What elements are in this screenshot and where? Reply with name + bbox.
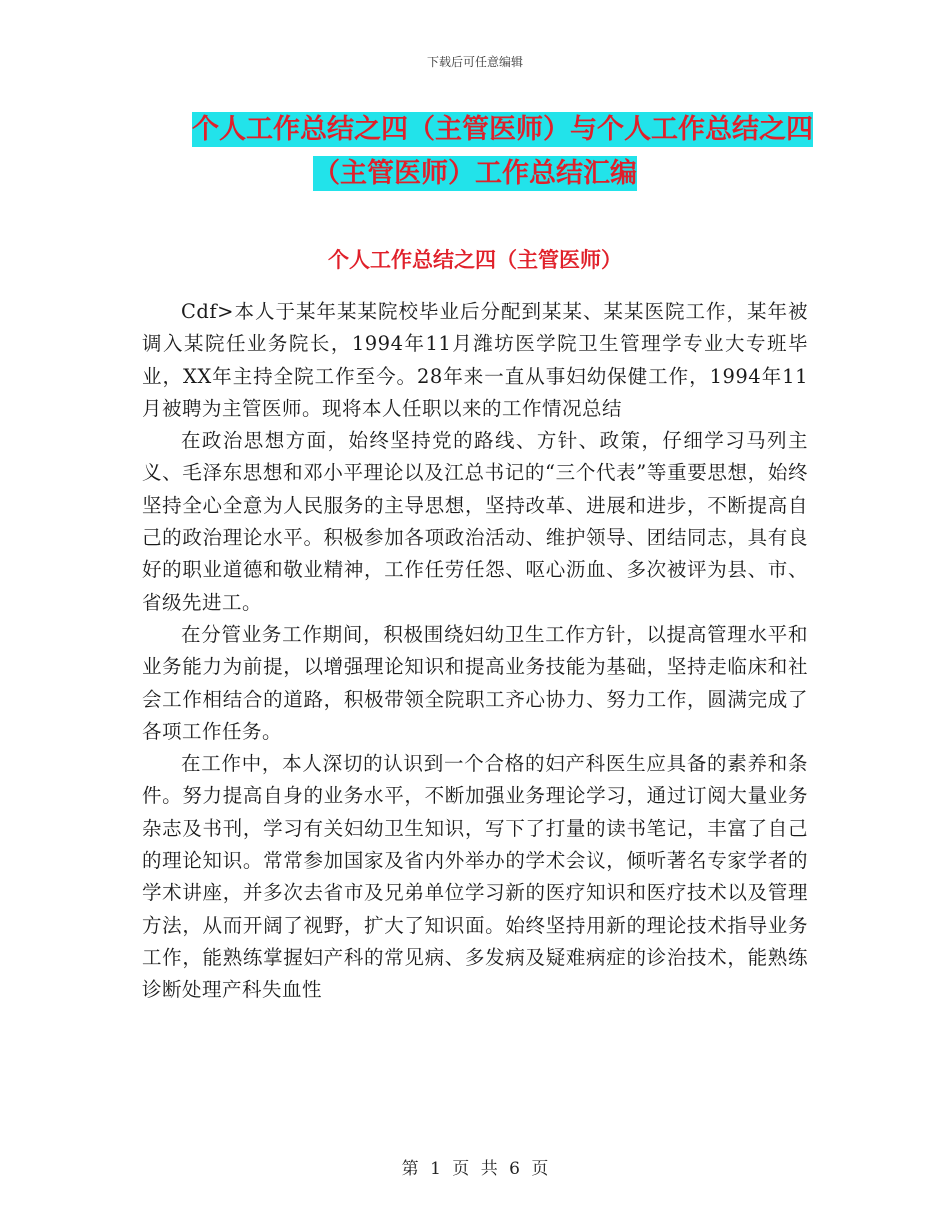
paragraph: 在工作中，本人深切的认识到一个合格的妇产科医生应具备的素养和条件。努力提高自身的业务水平，不断加强业务理论学习，通过订阅大量业务杂志及书刊，学习有关妇幼卫生知识，写下了打量的读书笔记，丰富了自己的理论知识。常常参加国家及省内外举办的学术会议，倾听著名专家学者的学术讲座，并多次去省市及兄弟单位学习新的医疗知识和医疗技术以及管理方法，从而开阔了视野，扩大了知识面。始终坚持用新的理论技术指导业务工作，能熟练掌握妇产科的常见病、多发病及疑难病症的诊治技术，能熟练诊断处理产科失血性 (142, 752, 808, 1002)
title-line-1: 个人工作总结之四（主管医师）与个人工作总结之四 (192, 114, 813, 145)
paragraph: Cdf>本人于某年某某院校毕业后分配到某某、某某医院工作，某年被调入某院任业务院长，1994年11月潍坊医学院卫生管理学专业大专班毕业，XX年主持全院工作至今。28年来一直从事妇幼保健工作，1994年11月被聘为主管医师。现将本人任职以来的工作情况总结 (142, 300, 808, 420)
section-title: 个人工作总结之四（主管医师） (328, 248, 622, 272)
paragraph: 在政治思想方面，始终坚持党的路线、方针、政策，仔细学习马列主义、毛泽东思想和邓小平理论以及江总书记的“三个代表”等重要思想，始终坚持全心全意为人民服务的主导思想，坚持改革、进展和进步，不断提高自己的政治理论水平。积极参加各项政治活动、维护领导、团结同志，具有良好的职业道德和敬业精神，工作任劳任怨、呕心沥血、多次被评为县、市、省级先进工。 (142, 429, 808, 614)
header-note: 下载后可任意编辑 (426, 55, 523, 69)
page-number: 第 1 页 共 6 页 (401, 1159, 549, 1179)
document-body (142, 296, 808, 1007)
title-line-2: （主管医师）工作总结汇编 (313, 158, 637, 189)
document-title (142, 108, 813, 196)
paragraph: 在分管业务工作期间，积极围绕妇幼卫生工作方针，以提高管理水平和业务能力为前提，以增强理论知识和提高业务技能为基础，坚持走临床和社会工作相结合的道路，积极带领全院职工齐心协力、努力工作，圆满完成了各项工作任务。 (142, 622, 808, 743)
